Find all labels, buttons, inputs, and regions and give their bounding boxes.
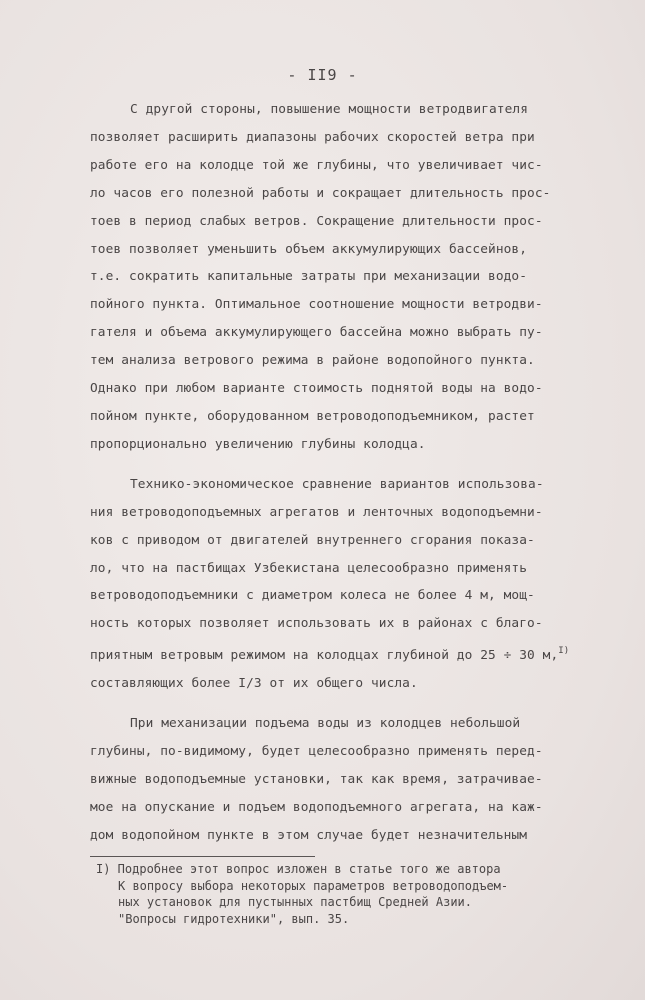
text-line: Однако при любом варианте стоимость поднятой воды на водо- xyxy=(90,381,543,397)
footnote-line: К вопросу выбора некоторых параметров ветроводоподъем- xyxy=(118,878,509,893)
text-line: составляющих более I/3 от их общего числа. xyxy=(90,676,418,692)
text-line: гателя и объема аккумулирующего бассейна можно выбрать пу- xyxy=(90,325,543,341)
text-line: тем анализа ветрового режима в районе водопойного пункта. xyxy=(90,353,535,369)
footnote xyxy=(96,861,596,927)
body-text xyxy=(90,96,590,850)
text-line: ния ветроводоподъемных агрегатов и ленточных водоподъемни- xyxy=(90,504,543,520)
paragraph-1 xyxy=(90,96,590,459)
text-line: дом водопойном пункте в этом случае будет незначительным xyxy=(90,827,528,843)
text-line: Технико-экономическое сравнение вариантов использова- xyxy=(130,476,544,492)
paragraph-3 xyxy=(90,710,590,850)
text-line: пойном пункте, оборудованном ветроводоподъемником, растет xyxy=(90,408,535,424)
text-line: ветроводоподъемники с диаметром колеса не более 4 м, мощ- xyxy=(90,588,535,604)
text-line: вижные водоподъемные установки, так как время, затрачивае- xyxy=(90,771,543,787)
text-line: ло часов его полезной работы и сокращает длительность прос- xyxy=(90,185,551,201)
text-line: пойного пункта. Оптимальное соотношение мощности ветродви- xyxy=(90,297,543,313)
text-line: ность которых позволяет использовать их в районах с благо- xyxy=(90,616,543,632)
footnote-marker: I) xyxy=(558,646,570,657)
footnote-line: ных установок для пустынных пастбищ Средней Азии. xyxy=(118,895,473,909)
footnote-line: I) Подробнее этот вопрос изложен в статье того же автора xyxy=(96,862,501,876)
text-line: ков с приводом от двигателей внутреннего сгорания показа- xyxy=(90,532,535,548)
text-line: мое на опускание и подъем водоподъемного агрегата, на каж- xyxy=(90,799,543,815)
text-line: тоев в период слабых ветров. Сокращение длительности прос- xyxy=(90,213,543,229)
text-line: работе его на колодце той же глубины, что увеличивает чис- xyxy=(90,157,543,173)
paragraph-2 xyxy=(90,471,590,698)
text-line: тоев позволяет уменьшить объем аккумулирующих бассейнов, xyxy=(90,241,528,257)
footnote-divider xyxy=(90,856,315,857)
text-line: ло, что на пастбищах Узбекистана целесообразно применять xyxy=(90,560,528,576)
text-line: пропорционально увеличению глубины колодца. xyxy=(90,436,426,452)
text-line: С другой стороны, повышение мощности ветродвигателя xyxy=(130,102,529,117)
text-line: глубины, по-видимому, будет целесообразно применять перед- xyxy=(90,743,543,759)
text-line: позволяет расширить диапазоны рабочих скоростей ветра при xyxy=(90,129,535,145)
text-line: При механизации подъема воды из колодцев небольшой xyxy=(130,716,521,732)
text-line: т.е. сократить капитальные затраты при механизации водо- xyxy=(90,269,528,285)
text-span: приятным ветровым режимом на колодцах глубиной до 25 ÷ 30 м, xyxy=(90,648,559,664)
page-number: - II9 - xyxy=(287,66,358,84)
text-line-with-footnote xyxy=(90,638,590,670)
footnote-line: "Вопросы гидротехники", вып. 35. xyxy=(118,911,350,926)
